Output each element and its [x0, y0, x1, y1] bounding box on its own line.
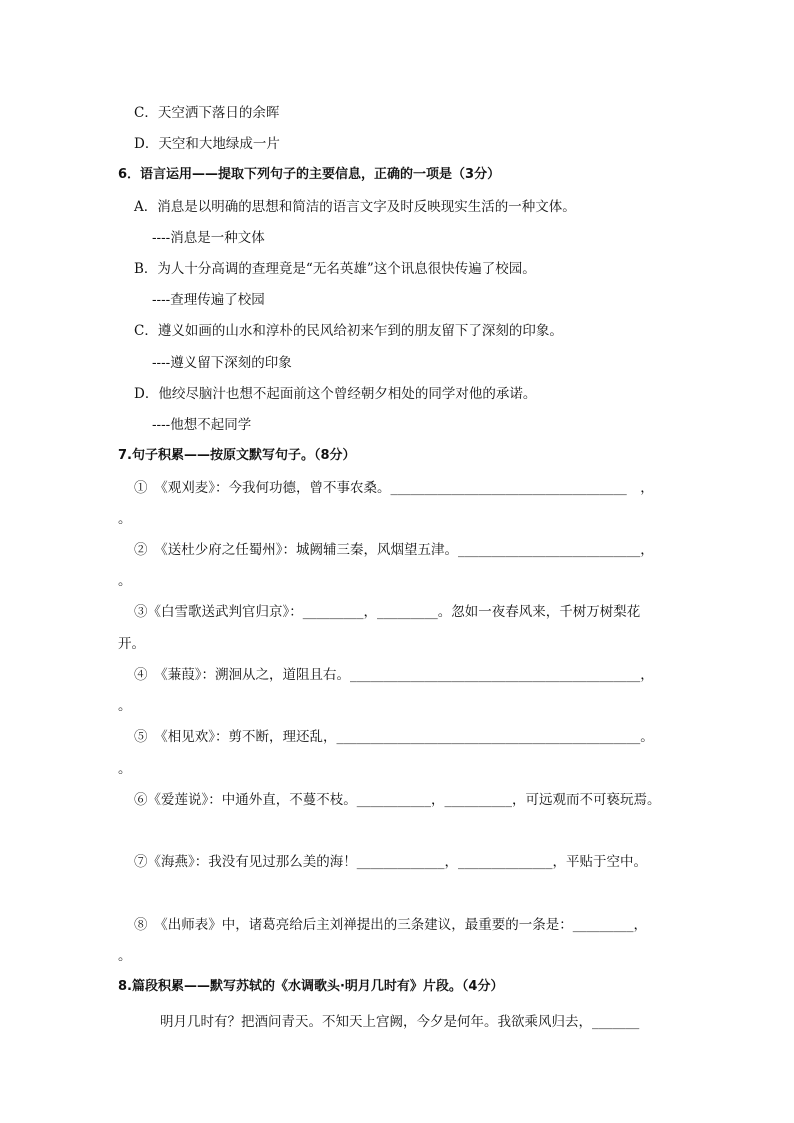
q7-item-3: ③《白雪歌送武判官归京》：_________，_________。忽如一夜春风来，千树万树梨花 — [134, 604, 641, 620]
q7-item-5-cont: 。 — [118, 761, 132, 777]
q6-option-a: A．消息是以明确的思想和简洁的语言文字及时反映现实生活的一种文体。 — [134, 199, 576, 215]
q7-title: 7.句子积累——按原文默写句子。（8分） — [118, 448, 356, 463]
q5-option-d: D．天空和大地绿成一片 — [134, 136, 280, 152]
q6-option-a-answer: ----消息是一种文体 — [152, 230, 265, 246]
q7-item-8-cont: 。 — [118, 948, 132, 964]
q6-option-c: C．遵义如画的山水和淳朴的民风给初来乍到的朋友留下了深刻的印象。 — [134, 323, 563, 339]
q7-item-1-cont: 。 — [118, 511, 132, 527]
q6-option-b-answer: ----查理传遍了校园 — [152, 292, 265, 308]
q7-item-8: ⑧ 《出师表》中，诸葛亮给后主刘禅提出的三条建议，最重要的一条是：_________， — [134, 917, 647, 933]
q7-item-1: ① 《观刈麦》：今我何功德，曾不事农桑。___________________________________ ， — [134, 480, 654, 496]
q7-item-6: ⑥《爱莲说》：中通外直，不蔓不枝。___________，__________，可远观而不可亵玩焉。 — [134, 792, 661, 808]
q6-option-c-answer: ----遵义留下深刻的印象 — [152, 355, 292, 371]
q6-option-d: D．他绞尽脑汁也想不起面前这个曾经朝夕相处的同学对他的承诺。 — [134, 386, 537, 402]
q6-option-d-answer: ----他想不起同学 — [152, 417, 252, 433]
q7-item-2: ② 《送杜少府之任蜀州》：城阙辅三秦，风烟望五津。___________________________， — [134, 542, 654, 558]
q6-title: 6．语言运用——提取下列句子的主要信息，正确的一项是（3分） — [118, 167, 501, 182]
q8-title: 8.篇段积累——默写苏轼的《水调歌头·明月几时有》片段。（4分） — [118, 979, 504, 994]
q5-option-c: C．天空洒下落日的余晖 — [134, 105, 280, 121]
q7-item-7: ⑦《海燕》：我没有见过那么美的海！_____________，______________，平贴于空中。 — [134, 854, 647, 870]
q7-item-4: ④ 《蒹葭》：溯洄从之，道阻且右。___________________________________________， — [134, 667, 654, 683]
q8-text: 明月几时有？把酒问青天。不知天上宫阙，今夕是何年。我欲乘风归去，_______ — [160, 1014, 640, 1030]
q7-item-2-cont: 。 — [118, 573, 132, 589]
q7-item-4-cont: 。 — [118, 698, 132, 714]
q6-option-b: B．为人十分高调的查理竟是“无名英雄”这个讯息很快传遍了校园。 — [134, 261, 536, 277]
q7-item-5: ⑤ 《相见欢》：剪不断，理还乱，_____________________________________________。 — [134, 729, 654, 745]
q7-item-3-cont: 开。 — [118, 636, 145, 652]
